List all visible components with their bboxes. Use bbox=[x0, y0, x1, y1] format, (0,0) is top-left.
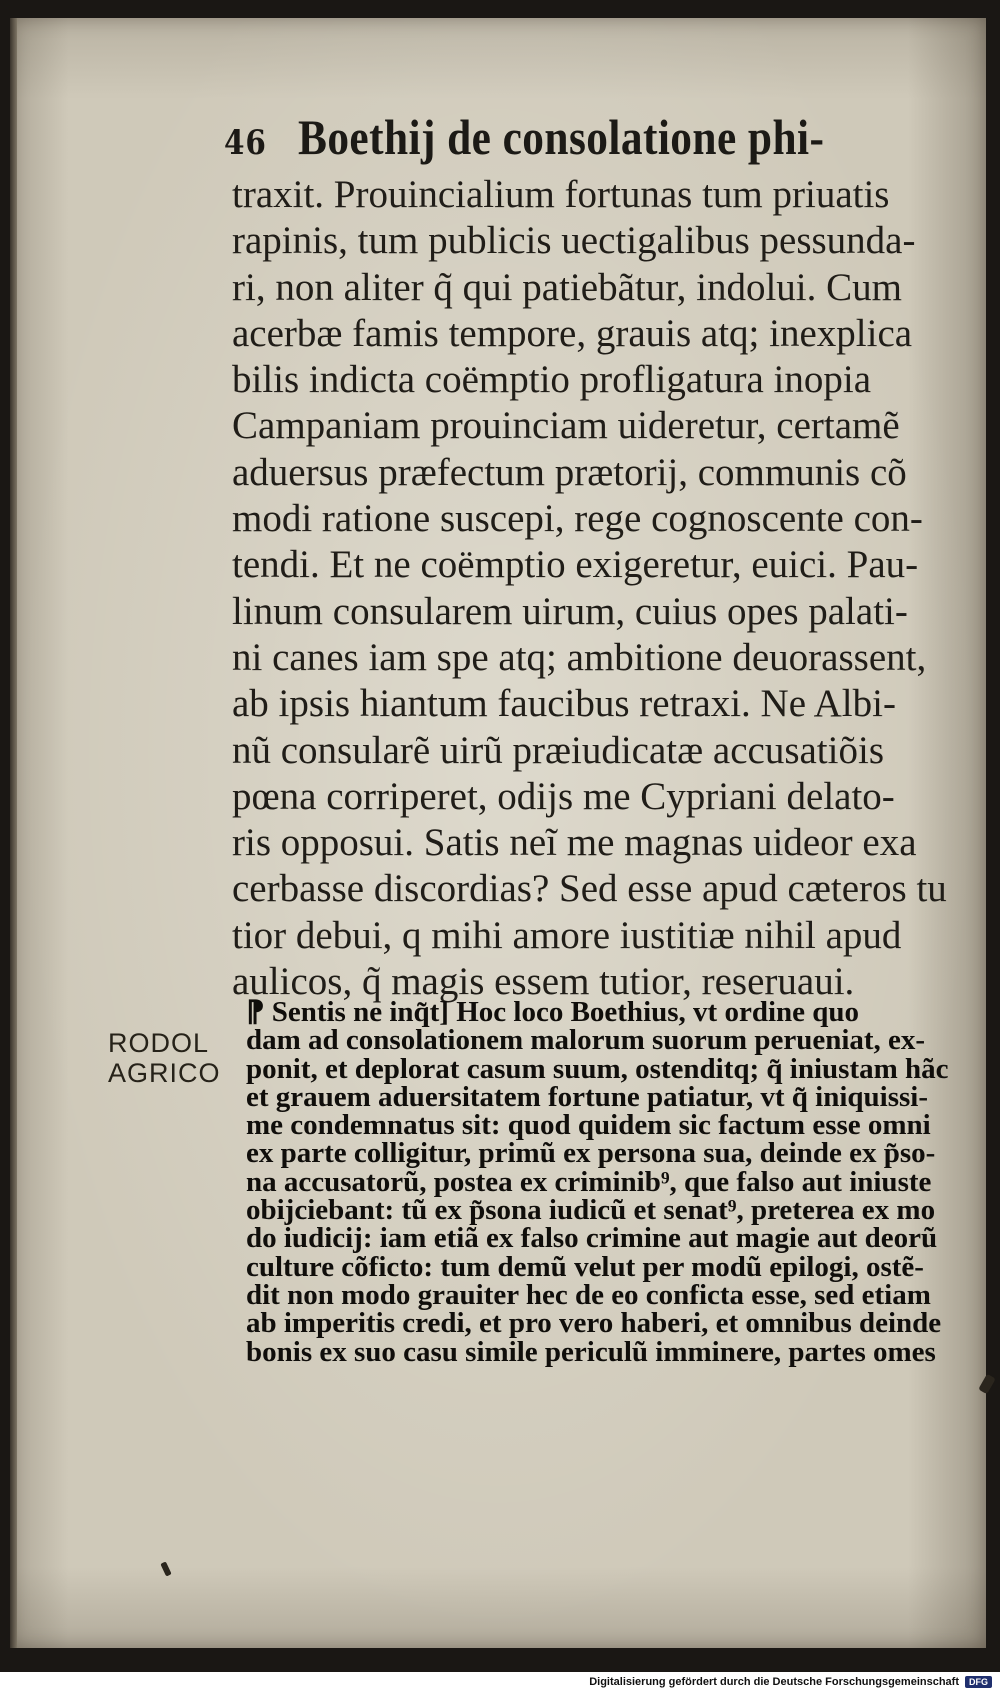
commentary-line: et grauem aduersitatem fortune patiatur, vt q̃ iniquissi- bbox=[246, 1080, 929, 1113]
page-number: 46 bbox=[224, 123, 267, 163]
text-line: ab ipsis hiantum faucibus retraxi. Ne Albi- bbox=[232, 682, 896, 726]
digitization-footer bbox=[0, 1672, 1000, 1691]
text-line: ni canes iam spe atq; ambitione deuorassent, bbox=[232, 635, 927, 679]
text-line: modi ratione suscepi, rege cognoscente con- bbox=[232, 497, 923, 541]
commentary-line: dam ad consolationem malorum suorum perueniat, ex- bbox=[246, 1024, 926, 1057]
commentary-line: obijciebant: tũ ex p̃sona iudicũ et senat⁹, preterea ex mo bbox=[246, 1194, 936, 1227]
commentary-line: ex parte colligitur, primũ ex persona sua, deinde ex p̃so- bbox=[246, 1137, 936, 1170]
margin-note-line: AGRICO bbox=[108, 1058, 221, 1088]
text-line: linum consularem uirum, cuius opes palati- bbox=[232, 589, 908, 633]
commentary-line: bonis ex suo casu simile periculũ imminere, partes omes bbox=[246, 1335, 936, 1368]
commentary-block bbox=[246, 998, 958, 1366]
commentary-line: na accusatorũ, postea ex criminib⁹, que falso aut iniuste bbox=[246, 1165, 932, 1198]
main-text-block bbox=[232, 172, 952, 1005]
dfg-logo: DFG bbox=[965, 1676, 992, 1688]
margin-note bbox=[108, 1028, 221, 1088]
text-line: nũ consularẽ uirũ præiudicatæ accusatiõis bbox=[232, 728, 884, 772]
text-line: Campaniam prouinciam uideretur, certamẽ bbox=[232, 404, 900, 448]
text-line: rapinis, tum publicis uectigalibus pessunda- bbox=[232, 219, 916, 263]
commentary-line: culture cõficto: tum demũ velut per modũ epilogi, ostẽ- bbox=[246, 1250, 924, 1283]
text-line: pœna corriperet, odijs me Cypriani delato- bbox=[232, 774, 895, 818]
text-line: ri, non aliter q̃ qui patiebãtur, indolui. Cum bbox=[232, 265, 902, 309]
text-line: bilis indicta coëmptio profligatura inopia bbox=[232, 358, 872, 402]
text-line: tendi. Et ne coëmptio exigeretur, euici. Pau- bbox=[232, 543, 919, 587]
text-line: tior debui, q mihi amore iustitiæ nihil apud bbox=[232, 913, 902, 957]
text-line: acerbæ famis tempore, grauis atq; inexplica bbox=[232, 311, 913, 355]
text-line: cerbasse discordias? Sed esse apud cæteros tu bbox=[232, 867, 947, 911]
text-line: aulicos, q̃ magis essem tutior, reseruaui. bbox=[232, 960, 855, 1004]
text-line: traxit. Prouincialium fortunas tum priuatis bbox=[232, 173, 890, 216]
commentary-line: ⁋ Sentis ne inq̃t] Hoc loco Boethius, vt ordine quo bbox=[246, 996, 860, 1028]
commentary-line: me condemnatus sit: quod quidem sic factum esse omni bbox=[246, 1109, 931, 1142]
commentary-line: dit non modo grauiter hec de eo conficta esse, sed etiam bbox=[246, 1278, 931, 1311]
running-title: Boethij de consolatione phi- bbox=[297, 109, 825, 165]
margin-note-line: RODOL bbox=[108, 1028, 210, 1058]
commentary-line: ab imperitis credi, et pro vero haberi, et omnibus deinde bbox=[246, 1307, 942, 1340]
footer-credit: Digitalisierung gefördert durch die Deutsche Forschungsgemeinschaft bbox=[589, 1675, 959, 1688]
page-gutter-edge bbox=[10, 18, 17, 1648]
text-line: ris opposui. Satis neĩ me magnas uideor exa bbox=[232, 821, 917, 865]
commentary-line: do iudicij: iam etiã ex falso crimine aut magie aut deorũ bbox=[246, 1222, 938, 1255]
text-line: aduersus præfectum prætorij, communis cõ bbox=[232, 450, 907, 494]
page-header bbox=[224, 108, 824, 172]
commentary-line: ponit, et deplorat casum suum, ostenditq; q̃ iniustam hãc bbox=[246, 1052, 949, 1085]
